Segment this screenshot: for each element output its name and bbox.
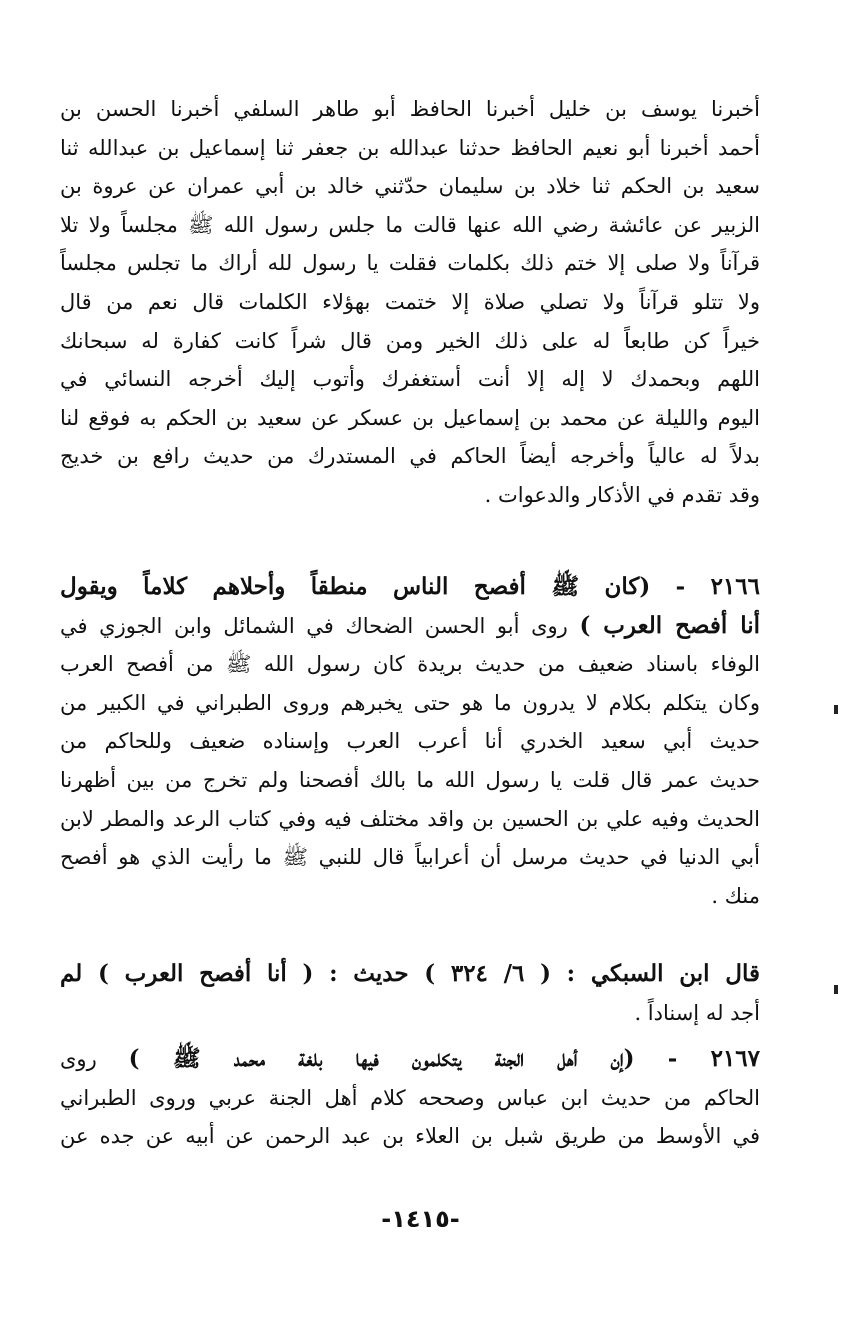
- text-line: أجد له إسناداً .: [634, 1000, 760, 1025]
- text-segment: روى: [60, 1047, 97, 1071]
- text-line: سعيد بن الحكم ثنا خلاد بن سليمان حدّثني خالد بن أبي عمران عن عروة بن: [60, 174, 760, 199]
- text-line: الوفاء باسناد ضعيف من حديث بريدة كان رسول الله ﷺ من أفصح العرب: [60, 652, 760, 677]
- text-line: ولا تتلو قرآناً ولا تصلي صلاة إلا ختمت بهؤلاء الكلمات قال نعم من قال: [60, 289, 760, 314]
- text-line: الحديث وفيه علي بن الحسين بن واقد مختلف فيه وفي كتاب الرعد والمطر لابن: [60, 806, 760, 831]
- hadith-heading-end: أنا أفصح العرب ): [579, 611, 760, 639]
- text-segment: روى أبو الحسن الضحاك في الشمائل وابن الجوزي في: [60, 613, 568, 638]
- subki-note: [60, 955, 760, 1032]
- text-line: الحاكم من حديث ابن عباس وصححه كلام أهل الجنة عربي وروى الطبراني: [60, 1085, 760, 1110]
- text-line: في الأوسط من طريق شبل بن العلاء بن عبد الرحمن عن أبيه عن جده عن: [60, 1124, 760, 1149]
- text-line: وقد تقدم في الأذكار والدعوات .: [484, 482, 760, 507]
- hadith-heading: ٢١٦٦ - (كان ﷺ أفصح الناس منطقاً وأحلاهم كلاماً ويقول: [60, 573, 760, 600]
- text-line: بدلاً له عالياً وأخرجه أيضاً الحاكم في المستدرك من حديث رافع بن خديج: [60, 444, 760, 469]
- margin-mark: [834, 705, 838, 714]
- text-line: [60, 1040, 760, 1079]
- text-line: أبي الدنيا في حديث مرسل أن أعرابياً قال للنبي ﷺ ما رأيت الذي هو أفصح: [60, 845, 760, 870]
- text-line: الزبير عن عائشة رضي الله عنها قالت ما جلس رسول الله ﷺ مجلساً ولا تلا: [60, 212, 760, 237]
- text-line: حديث عمر قال قلت يا رسول الله ما بالك أفصحنا ولم تخرج من بين أظهرنا: [60, 767, 760, 792]
- text-line: اليوم والليلة عن محمد بن إسماعيل بن عسكر عن سعيد بن الحكم به فوقع لنا: [60, 405, 760, 430]
- text-line: [60, 607, 760, 646]
- page-body: [60, 90, 760, 1270]
- text-line: منك .: [711, 883, 760, 908]
- text-line: أحمد أخبرنا أبو نعيم الحافظ حدثنا عبدالله بن جعفر ثنا إسماعيل بن عبدالله ثنا: [60, 135, 760, 160]
- hadith-2166: [60, 568, 760, 915]
- text-line: وكان يتكلم بكلام لا يدرون ما هو حتى يخبرهم وروى الطبراني في الكبير من: [60, 690, 760, 715]
- text-line: اللهم وبحمدك لا إله إلا أنت أستغفرك وأتوب إليك أخرجه النسائي في: [60, 367, 760, 392]
- hadith-2167: [60, 1040, 760, 1156]
- text-line: قرآناً ولا صلى إلا ختم ذلك بكلمات فقلت يا رسول لله أراك ما تجلس مجلساً: [60, 251, 760, 276]
- page-number: -١٤١٥-: [381, 1205, 460, 1233]
- text-line: قال ابن السبكي : ( ٦/ ٣٢٤ ) حديث : ( أنا أفصح العرب ) لم: [60, 960, 760, 987]
- text-line: أخبرنا يوسف بن خليل أخبرنا الحافظ أبو طاهر السلفي أخبرنا الحسن بن: [60, 97, 760, 121]
- margin-mark: [834, 985, 838, 994]
- hadith-heading: ٢١٦٧ - (إن أهل الجنة يتكلمون فيها بلغة محمد ﷺ ): [128, 1045, 760, 1072]
- paragraph-isnad: [60, 90, 760, 515]
- text-line: حديث أبي سعيد الخدري أنا أعرب العرب وإسناده ضعيف وللحاكم من: [60, 729, 760, 754]
- text-line: خيراً كن طابعاً له على ذلك الخير ومن قال شراً كانت كفارة له سبحانك: [60, 328, 760, 353]
